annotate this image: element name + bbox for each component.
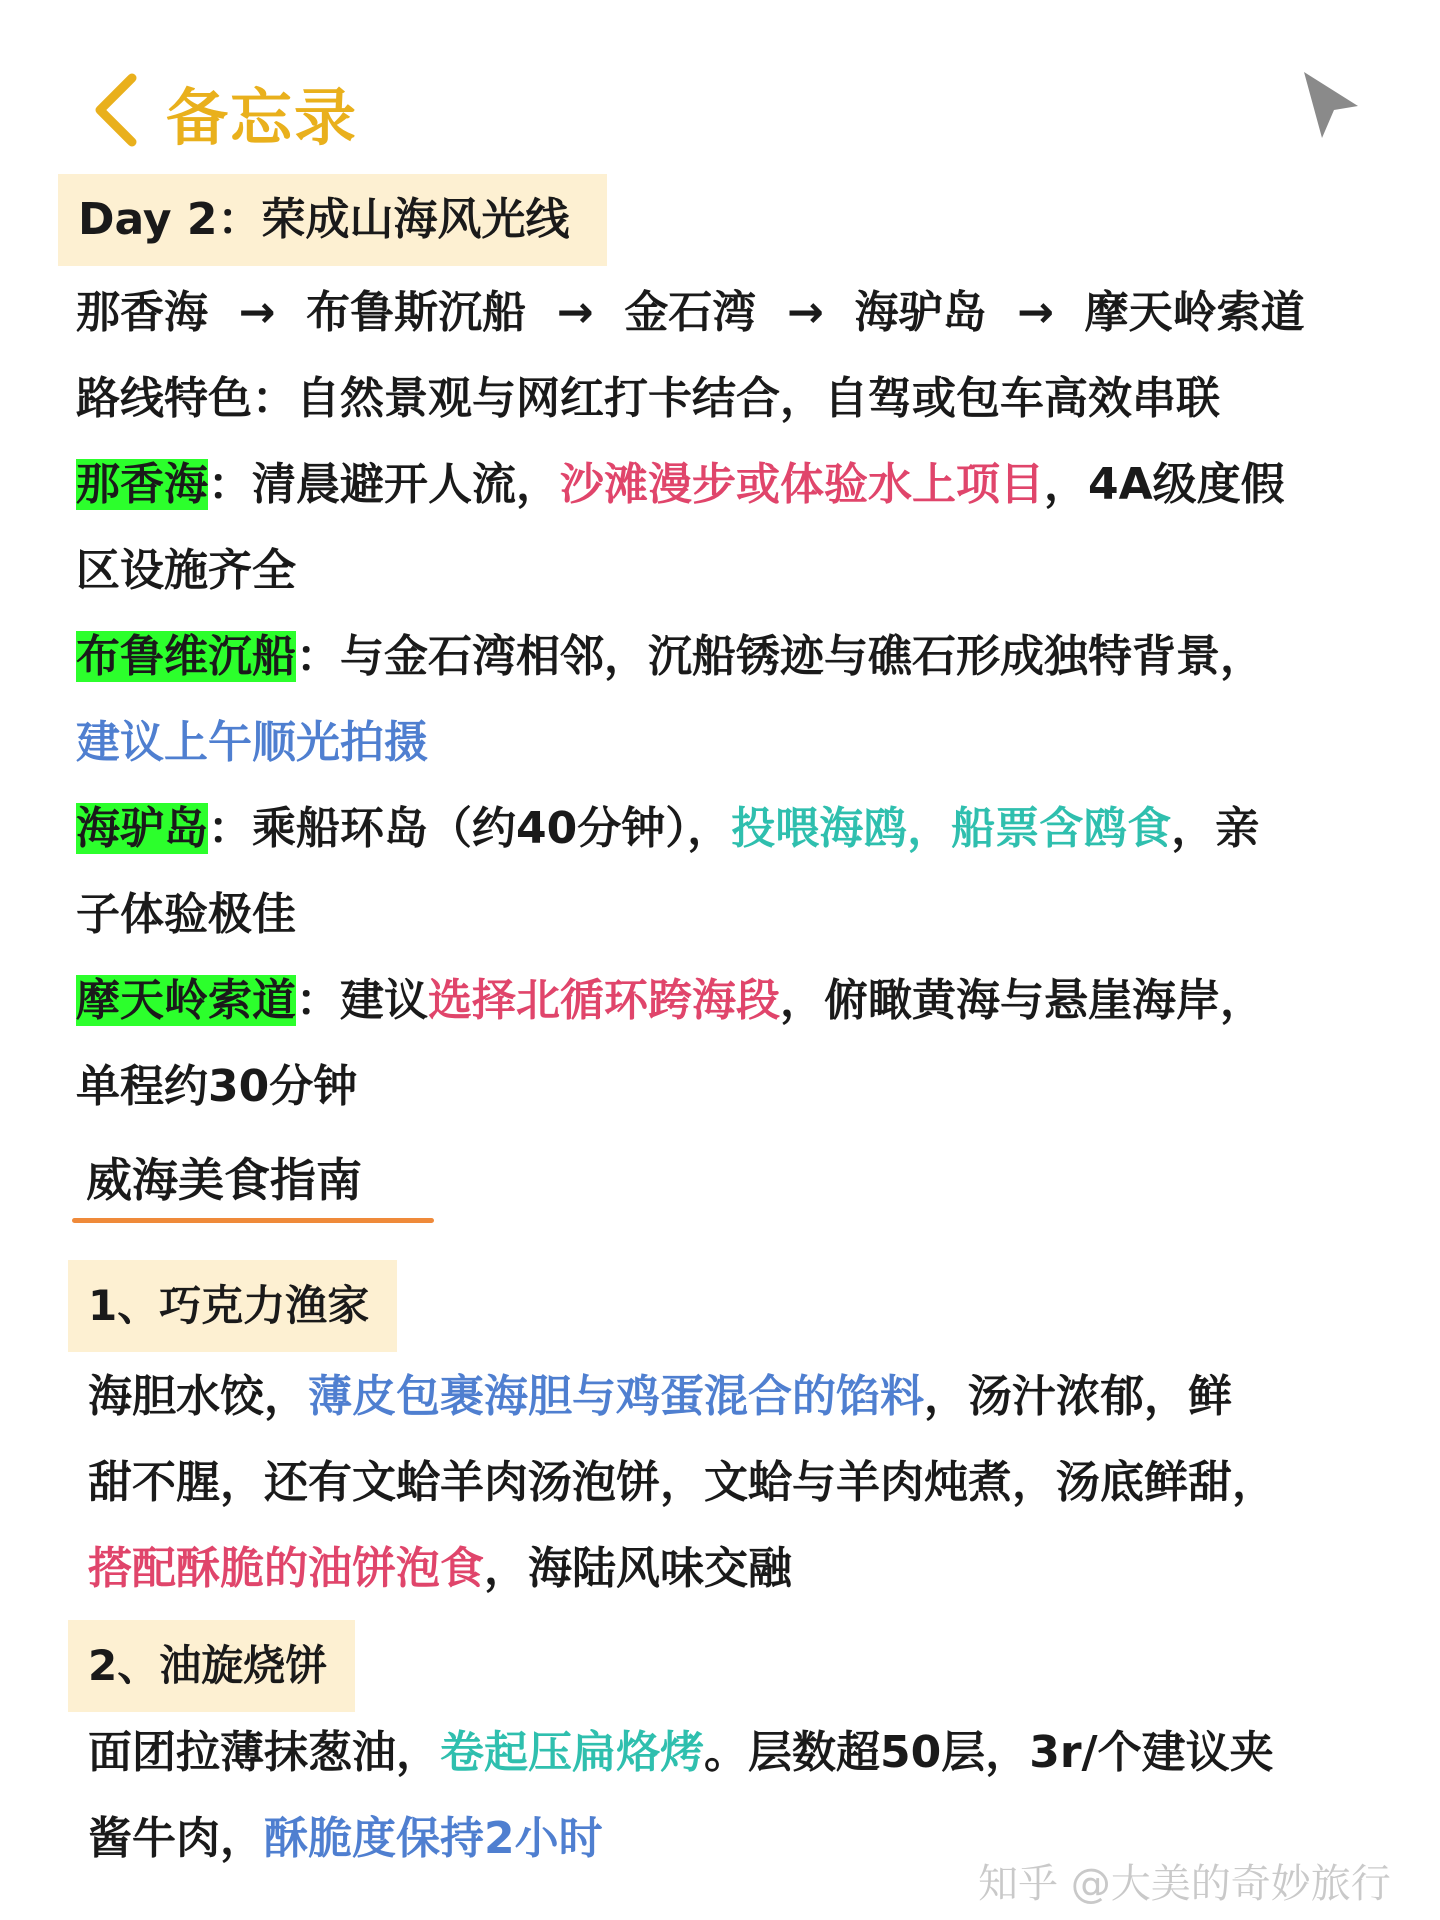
spot-line-cont: 建议上午顺光拍摄 xyxy=(76,717,428,768)
spot-name: 布鲁维沉船 xyxy=(76,631,296,682)
chevron-left-icon[interactable] xyxy=(88,70,148,150)
day-title: Day 2：荣成山海风光线 xyxy=(58,174,607,266)
food-line: 甜不腥，还有文蛤羊肉汤泡饼，文蛤与羊肉炖煮，汤底鲜甜， xyxy=(88,1457,1276,1508)
spot-name: 摩天岭索道 xyxy=(76,975,296,1026)
share-arrow-icon[interactable] xyxy=(1300,68,1362,142)
page-title: 备忘录 xyxy=(166,81,359,154)
spot-line: 海驴岛：乘船环岛（约40分钟），投喂海鸥，船票含鸥食，亲 xyxy=(76,803,1260,854)
spot-line: 摩天岭索道：建议选择北循环跨海段，俯瞰黄海与悬崖海岸， xyxy=(76,975,1264,1026)
spot-line: 那香海：清晨避开人流，沙滩漫步或体验水上项目，4A级度假 xyxy=(76,459,1285,510)
food-item-title: 1、巧克力渔家 xyxy=(68,1260,397,1352)
watermark: 知乎 @大美的奇妙旅行 xyxy=(978,1861,1391,1907)
food-line: 搭配酥脆的油饼泡食，海陆风味交融 xyxy=(88,1543,792,1594)
food-item-title: 2、油旋烧饼 xyxy=(68,1620,355,1712)
spot-name: 那香海 xyxy=(76,459,208,510)
spot-line-cont: 单程约30分钟 xyxy=(76,1061,358,1112)
route-feature: 路线特色：自然景观与网红打卡结合，自驾或包车高效串联 xyxy=(76,373,1220,424)
route-line: 那香海 → 布鲁斯沉船 → 金石湾 → 海驴岛 → 摩天岭索道 xyxy=(76,287,1305,338)
spot-line-cont: 区设施齐全 xyxy=(76,545,296,596)
header-bar xyxy=(0,0,1440,190)
spot-line: 布鲁维沉船：与金石湾相邻，沉船锈迹与礁石形成独特背景， xyxy=(76,631,1264,682)
food-section-title: 威海美食指南 xyxy=(86,1153,362,1207)
spot-line-cont: 子体验极佳 xyxy=(76,889,296,940)
section-underline xyxy=(72,1218,434,1223)
food-line: 酱牛肉，酥脆度保持2小时 xyxy=(88,1813,603,1864)
spot-name: 海驴岛 xyxy=(76,803,208,854)
food-line: 面团拉薄抹葱油，卷起压扁烙烤。层数超50层，3r/个建议夹 xyxy=(88,1727,1274,1778)
food-line: 海胆水饺，薄皮包裹海胆与鸡蛋混合的馅料，汤汁浓郁，鲜 xyxy=(88,1371,1232,1422)
